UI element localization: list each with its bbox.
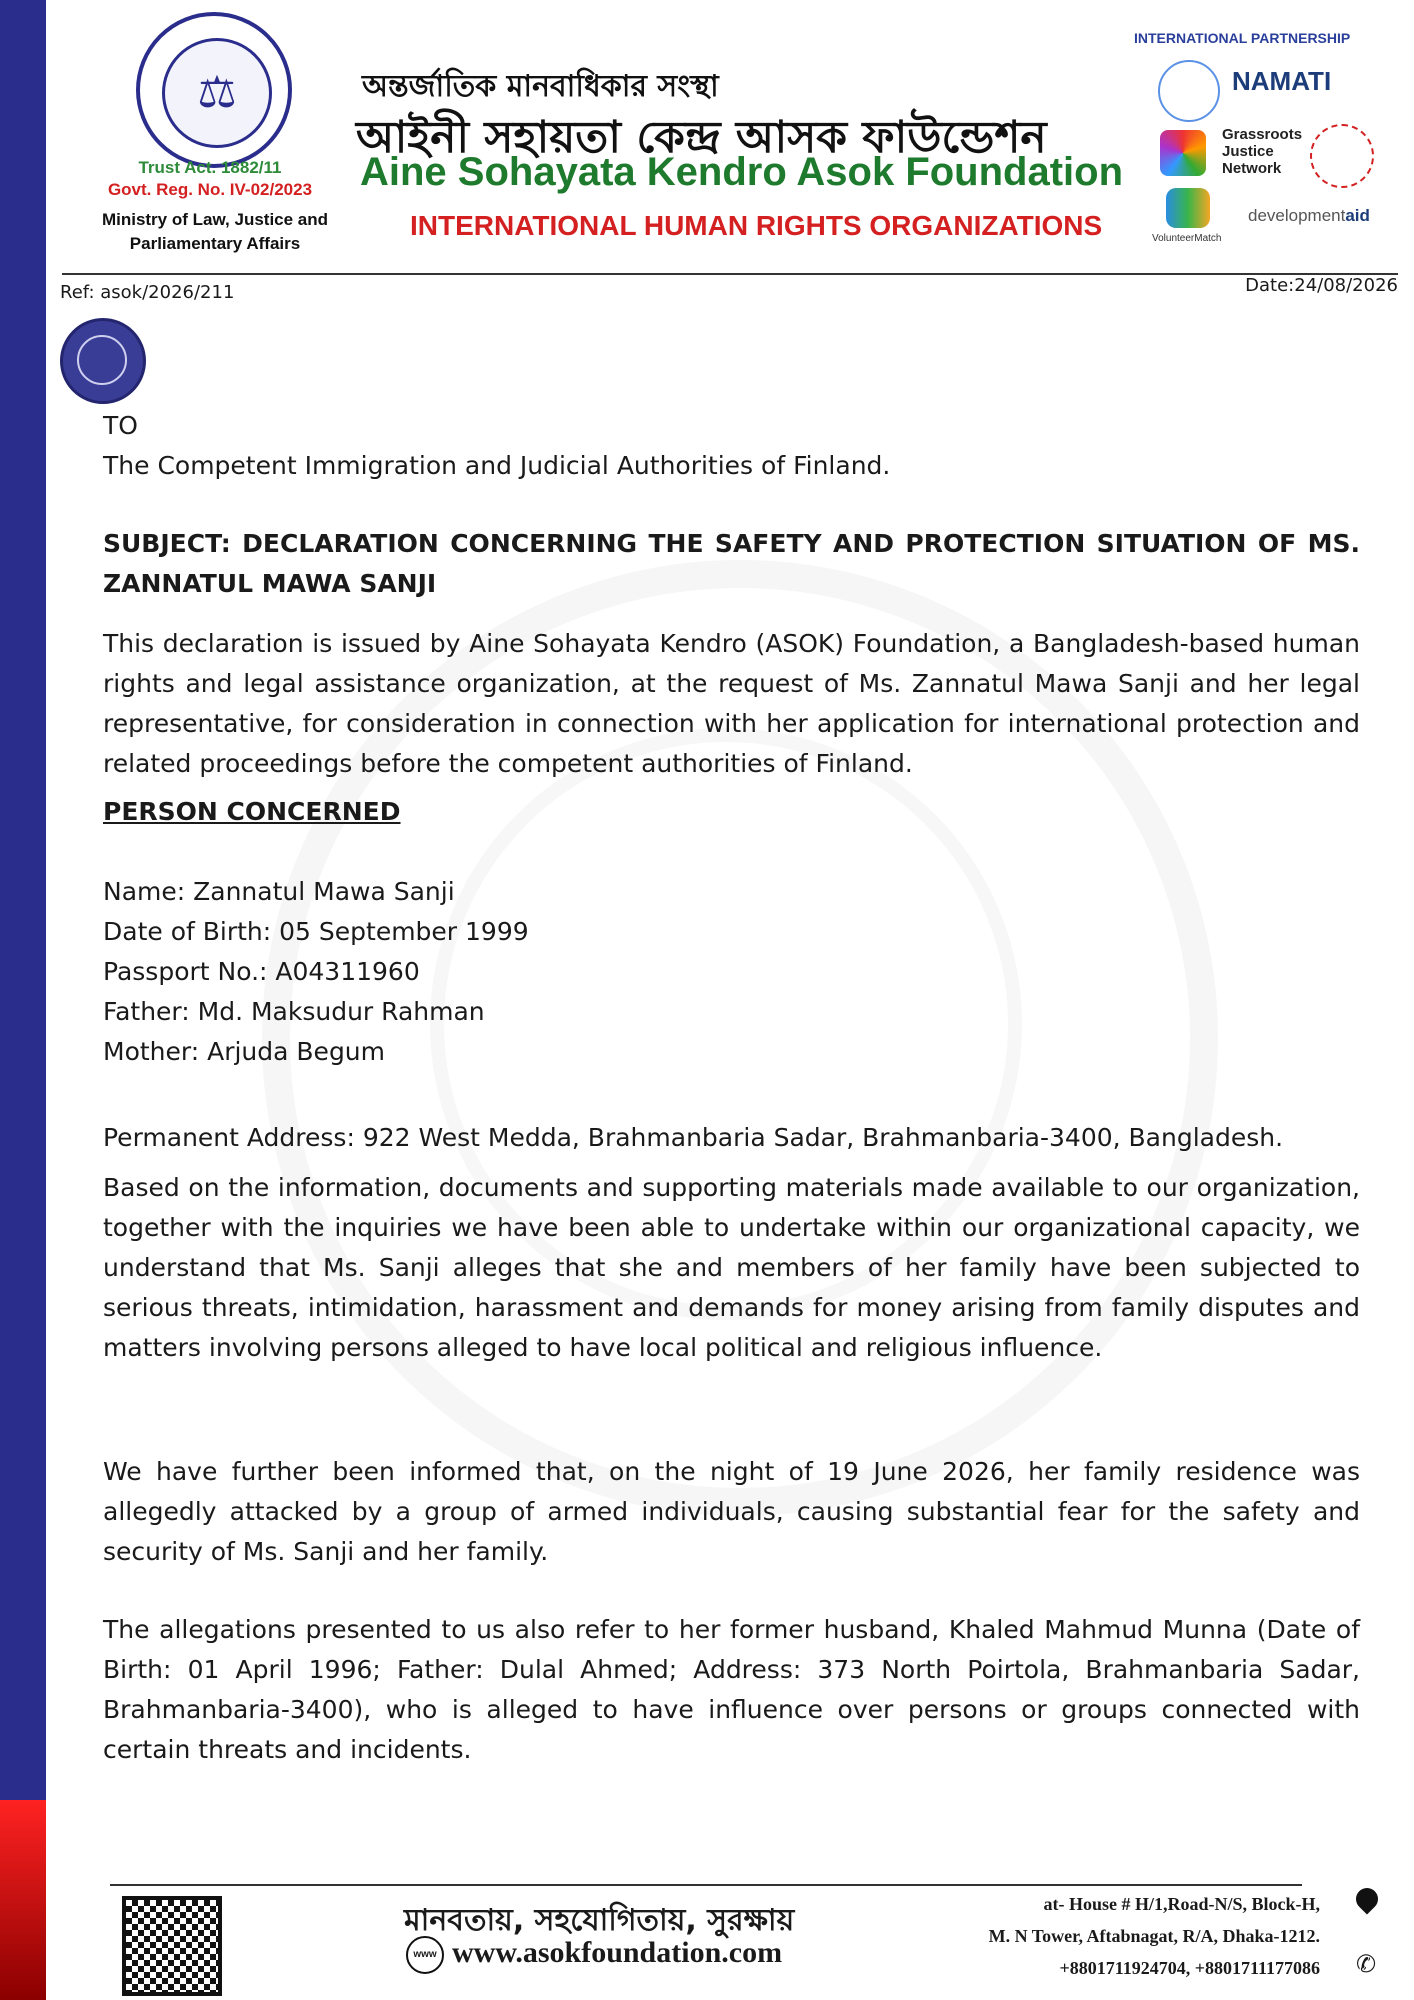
paragraph-1: Based on the information, documents and supporting materials made available to our organization, together with the inquiries we have been able to undertake within our organizational capacity, we understand that Ms. Sanji alleges that she and members of her family have been subjected to serious threats, intimidation, harassment and demands for money arising from family disputes and matters involving persons alleged to have local political and religious influence.: [103, 1173, 1360, 1362]
globe-icon: www: [406, 1936, 444, 1974]
letter-date: Date:24/08/2026: [1245, 275, 1398, 296]
permanent-address: Permanent Address: 922 West Medda, Brahmanbaria Sadar, Brahmanbaria-3400, Bangladesh.: [103, 1123, 1284, 1152]
intro-paragraph: This declaration is issued by Aine Sohayata Kendro (ASOK) Foundation, a Bangladesh-based human rights and legal assistance organization, at the request of Ms. Zannatul Mawa Sanji and her legal representative, for consideration in connection with her application for international protection and related proceedings before the competent authorities of Finland.: [103, 629, 1360, 778]
person-mother: Mother: Arjuda Begum: [103, 1037, 386, 1066]
devaid-text-b: aid: [1345, 206, 1370, 225]
stamp-icon: [60, 318, 146, 404]
location-pin-icon: [1351, 1883, 1382, 1914]
left-accent-red: [0, 1800, 46, 2000]
person-dob: Date of Birth: 05 September 1999: [103, 917, 529, 946]
volunteer-logo-text: VolunteerMatch: [1152, 233, 1222, 244]
ministry: [80, 208, 350, 256]
paragraph-3: The allegations presented to us also refer to her former husband, Khaled Mahmud Munna (Date of Birth: 01 April 1996; Father: Dulal Ahmed; Address: 373 North Poirtola, Brahmanbaria Sadar, Brahmanbaria-3400), who is alleged to have influence over persons or groups connected with certain threats and incidents.: [103, 1615, 1360, 1764]
org-subtitle: INTERNATIONAL HUMAN RIGHTS ORGANIZATIONS: [410, 210, 1103, 241]
footer-motto: মানবতায়, সহযোগিতায়, সুরক্ষায়: [404, 1903, 795, 1938]
un-logo-icon: [1158, 60, 1220, 122]
person-passport: Passport No.: A04311960: [103, 957, 420, 986]
person-heading: PERSON CONCERNED: [103, 797, 401, 826]
person-father: Father: Md. Maksudur Rahman: [103, 997, 485, 1026]
gjn-logo-text: [1222, 126, 1302, 177]
paragraph-2: We have further been informed that, on the night of 19 June 2026, her family residence was allegedly attacked by a group of armed individuals, causing substantial fear for the safety and security of Ms. Sanji and her family.: [103, 1457, 1360, 1566]
qr-code-icon: [122, 1896, 222, 1996]
devaid-text-a: development: [1248, 206, 1346, 225]
footer-divider: [110, 1884, 1302, 1886]
partnership-title: INTERNATIONAL PARTNERSHIP: [1134, 30, 1351, 46]
left-accent-bar: [0, 0, 46, 2000]
seal-inner: [162, 38, 272, 148]
bn-subtitle: অন্তর্জাতিক মানবাধিকার সংস্থা: [362, 69, 719, 104]
ministry-line-2: Parliamentary Affairs: [129, 234, 301, 253]
ngo-committee-logo: [1310, 124, 1374, 188]
gjn-line-1: Grassroots: [1222, 126, 1303, 143]
namati-logo: NAMATI: [1232, 66, 1332, 96]
to-line: TO: [103, 411, 138, 440]
org-title: Aine Sohayata Kendro Asok Foundation: [360, 150, 1124, 194]
volunteer-logo-icon: [1166, 188, 1210, 228]
scale-icon: ⚖: [197, 67, 237, 118]
stamp-inner: [77, 335, 127, 385]
gjn-line-2: Justice: [1222, 143, 1274, 160]
phone-icon: ✆: [1356, 1950, 1377, 1978]
bn-title: আইনী সহায়তা কেন্দ্র আসক ফাউন্ডেশন: [356, 112, 1047, 163]
address-phones: +8801711924704, +8801711177086: [1059, 1958, 1320, 1978]
ref-number: Ref: asok/2026/211: [60, 282, 235, 303]
gjn-logo-icon: [1160, 130, 1206, 176]
header-divider: [62, 273, 1398, 275]
recipient: The Competent Immigration and Judicial Authorities of Finland.: [103, 451, 891, 480]
development-aid-logo: [1248, 206, 1370, 226]
govt-reg: Govt. Reg. No. IV-02/2023: [107, 180, 313, 199]
trust-act: Trust Act. 1882/11: [138, 158, 282, 177]
website-text[interactable]: www.asokfoundation.com: [452, 1936, 783, 1969]
address-line-1: at- House # H/1,Road-N/S, Block-H,: [1043, 1894, 1320, 1914]
seal-icon: [136, 12, 292, 168]
address-line-2: M. N Tower, Aftabnagat, R/A, Dhaka-1212.: [988, 1926, 1320, 1946]
gjn-line-3: Network: [1222, 160, 1282, 177]
person-name: Name: Zannatul Mawa Sanji: [103, 877, 455, 906]
footer-website[interactable]: [406, 1936, 782, 1974]
subject: SUBJECT: DECLARATION CONCERNING THE SAFETY AND PROTECTION SITUATION OF MS. ZANNATUL MAWA SANJI: [103, 529, 1360, 598]
footer-address: [989, 1888, 1320, 1984]
ministry-line-1: Ministry of Law, Justice and: [101, 210, 329, 229]
